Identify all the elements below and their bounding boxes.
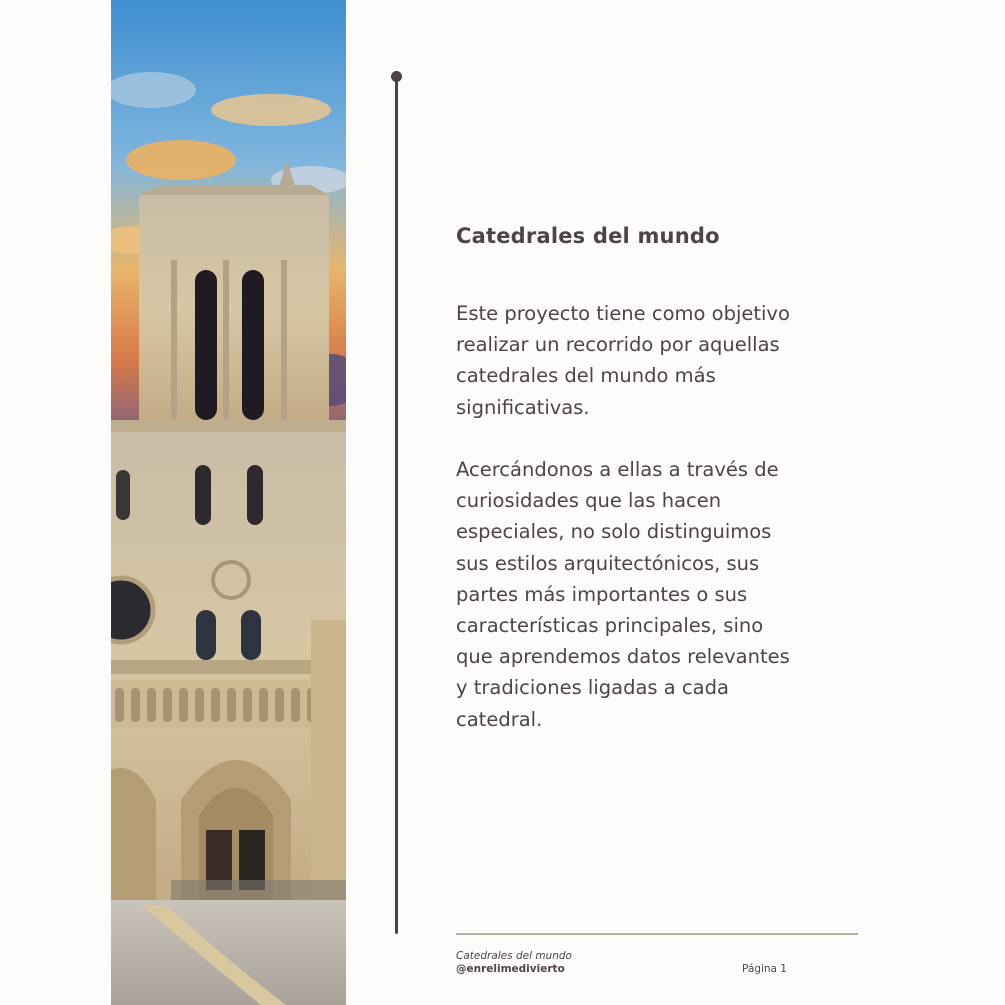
footer-divider xyxy=(456,933,858,935)
body-paragraph: Acercándonos a ellas a través de curiosidades que las hacen especiales, no solo distinguimos sus estilos arquitectónicos, sus partes más importantes o sus características principales, sino que aprendemos datos relevantes y tradiciones ligadas a cada catedral. xyxy=(456,458,790,731)
intro-paragraph: Este proyecto tiene como objetivo realizar un recorrido por aquellas catedrales del mundo más significativas. xyxy=(456,302,790,419)
footer-title: Catedrales del mundo xyxy=(456,950,572,962)
cathedral-photo xyxy=(111,0,346,1005)
timeline-line xyxy=(395,76,398,934)
footer-handle: @enrelimedivierto xyxy=(456,963,565,975)
cathedral-illustration xyxy=(111,0,346,1005)
page-title: Catedrales del mundo xyxy=(456,224,720,248)
timeline-dot xyxy=(391,71,402,82)
page-number: Página 1 xyxy=(742,963,787,975)
